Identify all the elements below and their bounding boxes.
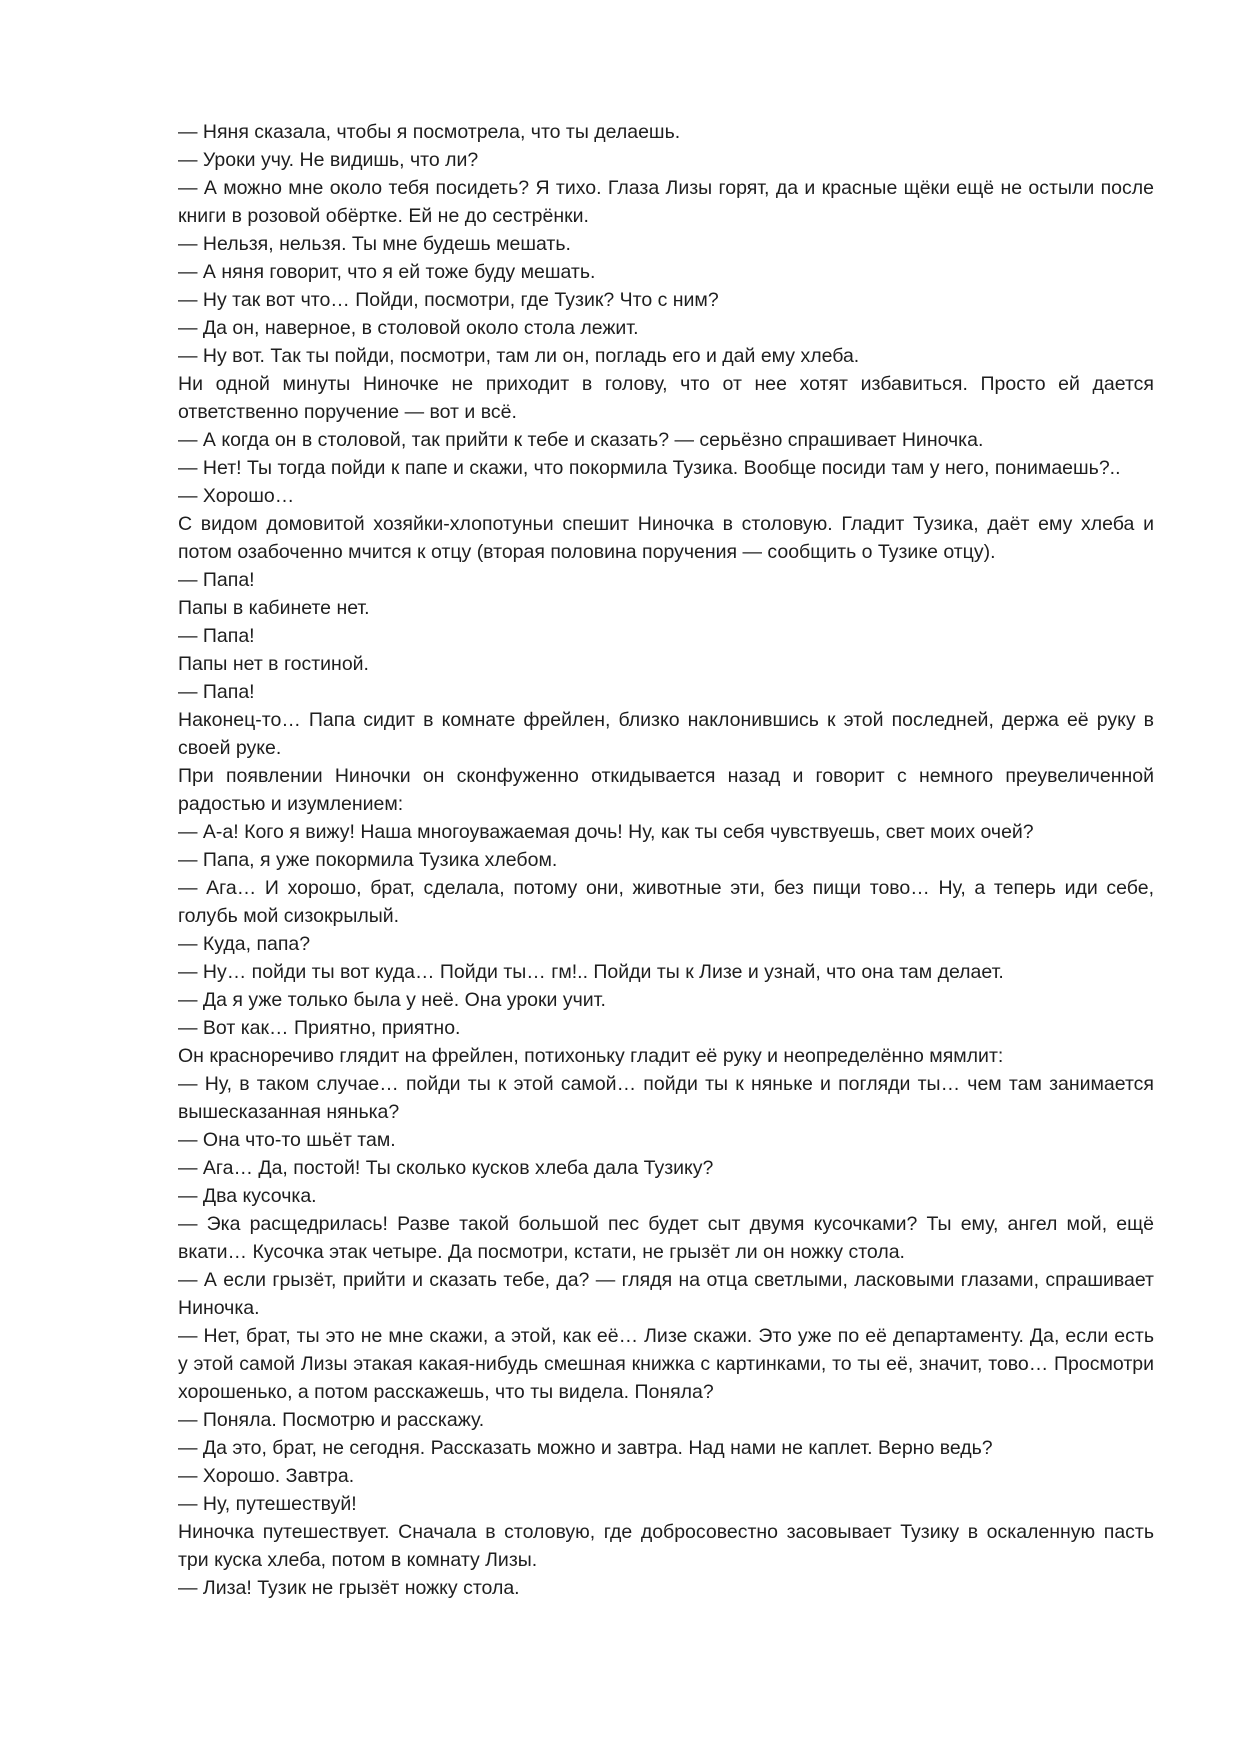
paragraph: — Ну, в таком случае… пойди ты к этой самой… пойди ты к няньке и погляди ты… чем там занимается вышесказанная нянька? [178,1073,1154,1123]
paragraph: — Ага… И хорошо, брат, сделала, потому они, животные эти, без пищи тово… Ну, а теперь иди себе, голубь мой сизокрылый. [178,877,1154,927]
paragraph: — Папа! [178,625,255,647]
paragraph: — А можно мне около тебя посидеть? Я тихо. Глаза Лизы горят, да и красные щёки ещё не остыли после книги в розовой обёртке. Ей не до сестрёнки. [178,177,1154,227]
paragraph: — Хорошо… [178,485,295,507]
paragraph: Он красноречиво глядит на фрейлен, потихоньку гладит её руку и неопределённо мямлит: [178,1045,1004,1067]
paragraph: Ниночка путешествует. Сначала в столовую, где добросовестно засовывает Тузику в оскаленную пасть три куска хлеба, потом в комнату Лизы. [178,1521,1154,1571]
paragraph: — Папа! [178,569,255,591]
paragraph: — А когда он в столовой, так прийти к тебе и сказать? — серьёзно спрашивает Ниночка. [178,429,984,451]
paragraph: Наконец-то… Папа сидит в комнате фрейлен, близко наклонившись к этой последней, держа её руку в своей руке. [178,709,1154,759]
paragraph: — Вот как… Приятно, приятно. [178,1017,461,1039]
paragraph: — Лиза! Тузик не грызёт ножку стола. [178,1577,520,1599]
paragraph: Ни одной минуты Ниночке не приходит в голову, что от нее хотят избавиться. Просто ей дается ответственно поручение — вот и всё. [178,373,1154,423]
paragraph: — Нельзя, нельзя. Ты мне будешь мешать. [178,233,571,255]
document-text [178,118,1154,1602]
paragraph: — Поняла. Посмотрю и расскажу. [178,1409,485,1431]
paragraph: — Два кусочка. [178,1185,317,1207]
paragraph: — Папа, я уже покормила Тузика хлебом. [178,849,558,871]
paragraph: — А если грызёт, прийти и сказать тебе, да? — глядя на отца светлыми, ласковыми глазами, спрашивает Ниночка. [178,1269,1154,1319]
paragraph: — Эка расщедрилась! Разве такой большой пес будет сыт двумя кусочками? Ты ему, ангел мой, ещё вкати… Кусочка этак четыре. Да посмотри, кстати, не грызёт ли он ножку стола. [178,1213,1154,1263]
paragraph: — А няня говорит, что я ей тоже буду мешать. [178,261,596,283]
paragraph: С видом домовитой хозяйки-хлопотуньи спешит Ниночка в столовую. Гладит Тузика, даёт ему хлеба и потом озабоченно мчится к отцу (вторая половина поручения — сообщить о Тузике отцу). [178,513,1154,563]
paragraph: — Да я уже только была у неё. Она уроки учит. [178,989,606,1011]
paragraph: — Уроки учу. Не видишь, что ли? [178,149,479,171]
paragraph: — А-а! Кого я вижу! Наша многоуважаемая дочь! Ну, как ты себя чувствуешь, свет моих очей? [178,821,1034,843]
paragraph: — Няня сказала, чтобы я посмотрела, что ты делаешь. [178,121,681,143]
paragraph: — Нет! Ты тогда пойди к папе и скажи, что покормила Тузика. Вообще посиди там у него, понимаешь?.. [178,457,1121,479]
paragraph: — Ну… пойди ты вот куда… Пойди ты… гм!.. Пойди ты к Лизе и узнай, что она там делает. [178,961,1004,983]
paragraph: — Нет, брат, ты это не мне скажи, а этой, как её… Лизе скажи. Это уже по её департаменту. Да, если есть у этой самой Лизы этакая какая-нибудь смешная книжка с картинками, то ты её, значит, тово… Просмотри хорошенько, а потом расскажешь, что ты видела. Поняла? [178,1325,1154,1403]
paragraph: — Хорошо. Завтра. [178,1465,355,1487]
paragraph: — Ну вот. Так ты пойди, посмотри, там ли он, погладь его и дай ему хлеба. [178,345,860,367]
paragraph: — Да это, брат, не сегодня. Рассказать можно и завтра. Над нами не каплет. Верно ведь? [178,1437,993,1459]
paragraph: При появлении Ниночки он сконфуженно откидывается назад и говорит с немного преувеличенной радостью и изумлением: [178,765,1154,815]
paragraph: — Ага… Да, постой! Ты сколько кусков хлеба дала Тузику? [178,1157,714,1179]
paragraph: — Она что-то шьёт там. [178,1129,396,1151]
paragraph: — Ну так вот что… Пойди, посмотри, где Тузик? Что с ним? [178,289,719,311]
paragraph: — Папа! [178,681,255,703]
paragraph: Папы в кабинете нет. [178,597,370,619]
paragraph: — Ну, путешествуй! [178,1493,357,1515]
paragraph: Папы нет в гостиной. [178,653,369,675]
paragraph: — Да он, наверное, в столовой около стола лежит. [178,317,639,339]
paragraph: — Куда, папа? [178,933,311,955]
